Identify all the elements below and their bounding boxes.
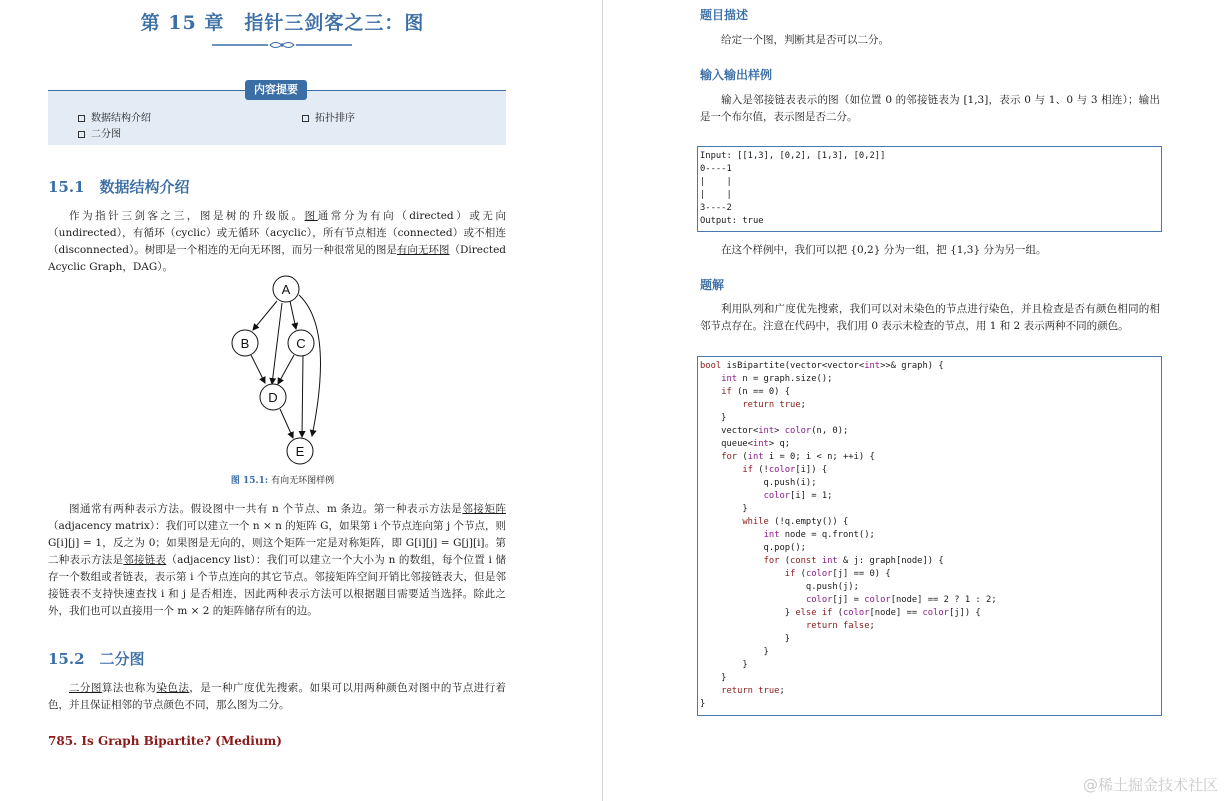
section-heading: 15.1 数据结构介绍: [48, 178, 190, 196]
paragraph: 利用队列和广度优先搜索，我们可以对未染色的节点进行染色，并且检查是否有颜色相同的相邻节点存在。注意在代码中，我们用 0 表示未检查的节点，用 1 和 2 表示两种不同的颜色。: [700, 303, 1160, 332]
graph-node-label: D: [268, 390, 278, 405]
code-line: if (!color[i]) {: [742, 465, 828, 475]
dag-figure: [216, 268, 340, 468]
code-line: for (int i = 0; i < n; ++i) {: [721, 452, 875, 462]
code-line: return true;: [742, 400, 806, 410]
code-line: if (n == 0) {: [721, 387, 791, 397]
paragraph: 二分图算法也称为染色法，是一种广度优先搜索。如果可以用两种颜色对图中的节点进行着色，并且保证相邻的节点颜色不同，那么图为二分。: [48, 682, 507, 711]
summary-item: 数据结构介绍: [78, 109, 151, 124]
code-line: queue<int> q;: [700, 439, 791, 449]
problem-title: 785. Is Graph Bipartite? (Medium): [48, 734, 282, 748]
graph-node-label: C: [296, 336, 306, 351]
code-line: int node = q.front();: [763, 530, 875, 540]
code-line: int n = graph.size();: [721, 374, 833, 384]
left-page: [0, 0, 602, 801]
checkbox-icon: [302, 115, 309, 122]
code-line: }: [700, 699, 706, 709]
summary-item: 二分图: [78, 125, 121, 140]
code-line: } else if (color[node] == color[j]) {: [700, 608, 981, 618]
code-line: }: [700, 647, 769, 657]
code-line: color[i] = 1;: [763, 491, 833, 501]
code-line: return false;: [805, 621, 875, 631]
code-line: bool isBipartite(vector<vector<int>>& graph) {: [700, 361, 944, 371]
figure-caption: 图 15.1: 有向无环图样例: [230, 476, 335, 486]
paragraph: 给定一个图，判断其是否可以二分。: [721, 34, 889, 46]
code-line: return true;: [721, 686, 785, 696]
code-line: }: [700, 413, 727, 423]
right-page: [603, 0, 1226, 801]
chapter-title: 第 15 章 指针三剑客之三：图: [140, 12, 425, 34]
io-heading: 输入输出样例: [700, 68, 773, 82]
summary-item: 拓扑排序: [302, 109, 355, 124]
code-line: }: [700, 504, 748, 514]
code-line: q.push(i);: [700, 478, 817, 488]
paragraph: 作为指针三剑客之三，图是树的升级版。图通常分为有向（directed）或无向（undirected），有循环（cyclic）或无循环（acyclic），所有节点相连（connected）或不相连（disconnected）。树即是一个相连的无向无环图，而另一种很常见的图是有向无环图（Directed Acyclic Graph，DAG）。: [48, 210, 507, 273]
summary-label: 内容提要: [245, 80, 307, 100]
code-line: if (color[j] == 0) {: [784, 569, 891, 579]
io-example-box: Input: [[1,3], [0,2], [1,3], [0,2]] 0----1 | | | | 3----2 Output: true: [697, 146, 1162, 232]
checkbox-icon: [78, 131, 85, 138]
code-line: }: [700, 660, 748, 670]
code-line: for (const int & j: graph[node]) {: [763, 556, 944, 566]
code-line: q.push(j);: [700, 582, 859, 592]
description-heading: 题目描述: [700, 8, 749, 22]
code-line: vector<int> color(n, 0);: [700, 426, 849, 436]
solution-heading: 题解: [700, 278, 725, 292]
section-heading: 15.2 二分图: [48, 650, 145, 668]
graph-node-label: A: [281, 282, 291, 297]
graph-node-label: B: [240, 336, 250, 351]
code-block: [697, 356, 1162, 716]
code-line: q.pop();: [700, 543, 806, 553]
watermark: @稀土掘金技术社区: [1082, 776, 1218, 794]
checkbox-icon: [78, 115, 85, 122]
code-line: }: [700, 673, 727, 683]
code-line: }: [700, 634, 791, 644]
paragraph: 图通常有两种表示方法。假设图中一共有 n 个节点、m 条边。第一种表示方法是邻接矩阵（adjacency matrix）：我们可以建立一个 n × n 的矩阵 G，如果第 i 个节点连向第 j 个节点，则 G[i][j] = 1，反之为 0；如果图是无向的，则这个矩阵一定是对称矩阵，即 G[i][j] = G[j][i]。第二种表示方法是邻接链表（adjacency list）：我们可以建立一个大小为 n 的数组，每个位置 i 储存一个数组或者链表，表示第 i 个节点连向的其它节点。邻接矩阵空间开销比邻接链表大，但是邻接链表不支持快速查找 i 和 j 是否相连，因此两种表示方法可以根据题目需要适当选择。除此之外，我们也可以直接用一个 m × 2 的矩阵储存所有的边。: [48, 503, 507, 617]
paragraph: 输入是邻接链表表示的图（如位置 0 的邻接链表为 [1,3]，表示 0 与 1、0 与 3 相连）；输出是一个布尔值，表示图是否二分。: [700, 94, 1160, 123]
code-line: while (!q.empty()) {: [742, 517, 849, 527]
graph-node-label: E: [295, 444, 305, 459]
paragraph: 在这个样例中，我们可以把 {0,2} 分为一组，把 {1,3} 分为另一组。: [721, 244, 1047, 256]
ornament-divider-icon: [212, 40, 352, 50]
code-line: color[j] = color[node] == 2 ? 1 : 2;: [805, 595, 997, 605]
